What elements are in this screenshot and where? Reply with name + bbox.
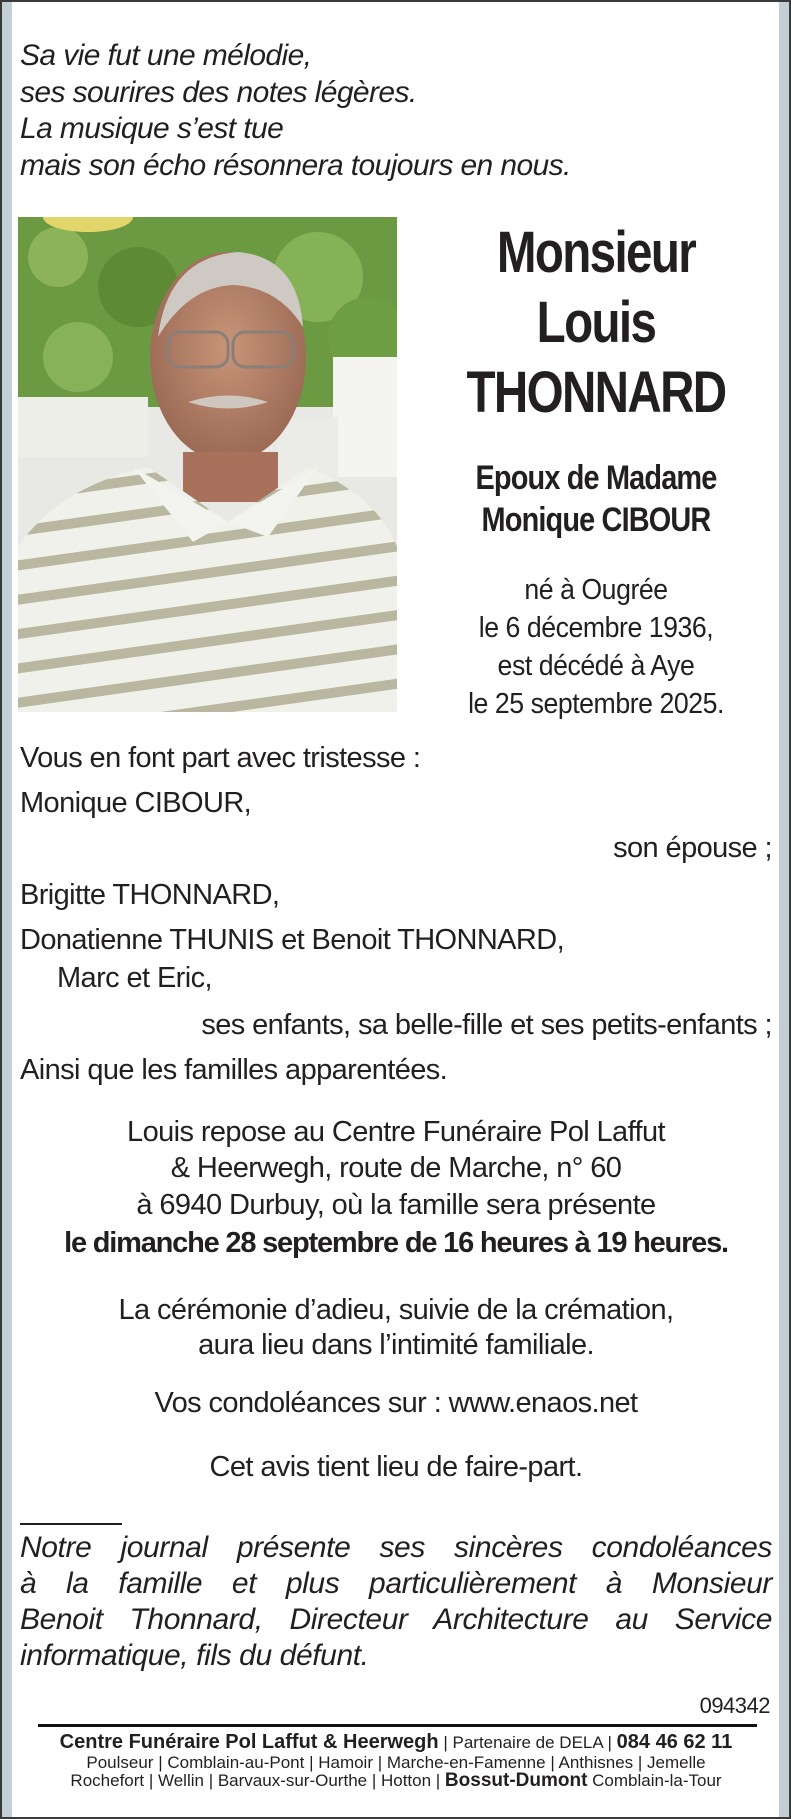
funeral-home-line bbox=[20, 1731, 772, 1754]
locations-line bbox=[20, 1771, 772, 1791]
notice-text: Cet avis tient lieu de faire-part. bbox=[209, 1451, 583, 1483]
tribute-line: informatique, fils du défunt. bbox=[20, 1639, 369, 1672]
deceased-name-heading bbox=[410, 218, 782, 428]
tribute-line: Notre journal présente ses sincères condoléances bbox=[20, 1531, 772, 1564]
left-side-band bbox=[2, 2, 12, 1817]
poem-line: ses sourires des notes légères. bbox=[20, 75, 417, 109]
newspaper-tribute bbox=[20, 1530, 772, 1674]
spouse-line: Epoux de Madame bbox=[475, 459, 717, 497]
death-place: est décédé à Aye bbox=[497, 650, 695, 682]
ceremony-line: aura lieu dans l’intimité familiale. bbox=[198, 1329, 594, 1361]
family-member: Donatienne THUNIS et Benoit THONNARD, bbox=[20, 924, 565, 956]
separator-rule bbox=[20, 1523, 122, 1525]
birth-date: le 6 décembre 1936, bbox=[478, 612, 714, 644]
reference-number: 094342 bbox=[699, 1693, 770, 1718]
family-member: Ainsi que les familles apparentées. bbox=[20, 1054, 448, 1086]
visitation-line: & Heerwegh, route de Marche, n° 60 bbox=[170, 1152, 622, 1184]
poem-line: mais son écho résonnera toujours en nous. bbox=[20, 148, 571, 182]
ceremony-line: La cérémonie d’adieu, suivie de la crémation, bbox=[118, 1294, 674, 1326]
poem-line: Sa vie fut une mélodie, bbox=[20, 39, 312, 72]
epigraph-poem bbox=[20, 38, 571, 184]
family-relation: son épouse ; bbox=[613, 832, 772, 864]
announcement-intro: Vous en font part avec tristesse : bbox=[20, 742, 421, 774]
phone-number: 084 46 62 11 bbox=[616, 1731, 733, 1753]
spouse-name: Monique CIBOUR bbox=[481, 501, 711, 539]
spouse-info bbox=[410, 457, 782, 541]
birth-place: né à Ougrée bbox=[524, 574, 668, 606]
visitation-line: à 6940 Durbuy, où la famille sera présente bbox=[136, 1189, 656, 1221]
family-member: Monique CIBOUR, bbox=[20, 787, 252, 819]
family-relation: ses enfants, sa belle-fille et ses petits-enfants ; bbox=[201, 1009, 772, 1041]
visitation-time: le dimanche 28 septembre de 16 heures à 19 heures. bbox=[64, 1227, 728, 1259]
condolences-website: Vos condoléances sur : www.enaos.net bbox=[154, 1387, 638, 1419]
partner2-name: Bossut-Dumont bbox=[444, 1770, 588, 1791]
family-member: Brigitte THONNARD, bbox=[20, 879, 280, 911]
locations-text: Rochefort | Wellin | Barvaux-sur-Ourthe | Hotton | bbox=[70, 1771, 445, 1790]
tribute-line: à la famille et plus particulièrement à Monsieur bbox=[20, 1567, 772, 1600]
partner-name: Partenaire de DELA bbox=[452, 1733, 603, 1752]
partner2-location: Comblain-la-Tour bbox=[587, 1771, 722, 1790]
poem-line: La musique s’est tue bbox=[20, 112, 284, 145]
footer-rule bbox=[38, 1724, 757, 1727]
separator: | bbox=[602, 1733, 617, 1752]
locations-line: Poulseur | Comblain-au-Pont | Hamoir | Marche-en-Famenne | Anthisnes | Jemelle bbox=[86, 1753, 706, 1772]
last-name: THONNARD bbox=[466, 360, 726, 425]
portrait-illustration-icon bbox=[18, 217, 397, 712]
honorific: Monsieur bbox=[496, 220, 696, 285]
tribute-line: Benoit Thonnard, Directeur Architecture au Service bbox=[20, 1603, 772, 1636]
portrait-photo bbox=[18, 217, 397, 712]
first-name: Louis bbox=[536, 290, 656, 355]
funeral-home-name: Centre Funéraire Pol Laffut & Heerwegh bbox=[59, 1731, 439, 1753]
visitation-line: Louis repose au Centre Funéraire Pol Laffut bbox=[127, 1116, 665, 1148]
separator: | bbox=[438, 1733, 453, 1752]
death-date: le 25 septembre 2025. bbox=[468, 688, 724, 720]
family-member: Marc et Eric, bbox=[57, 962, 212, 994]
birth-death-info bbox=[410, 571, 782, 723]
